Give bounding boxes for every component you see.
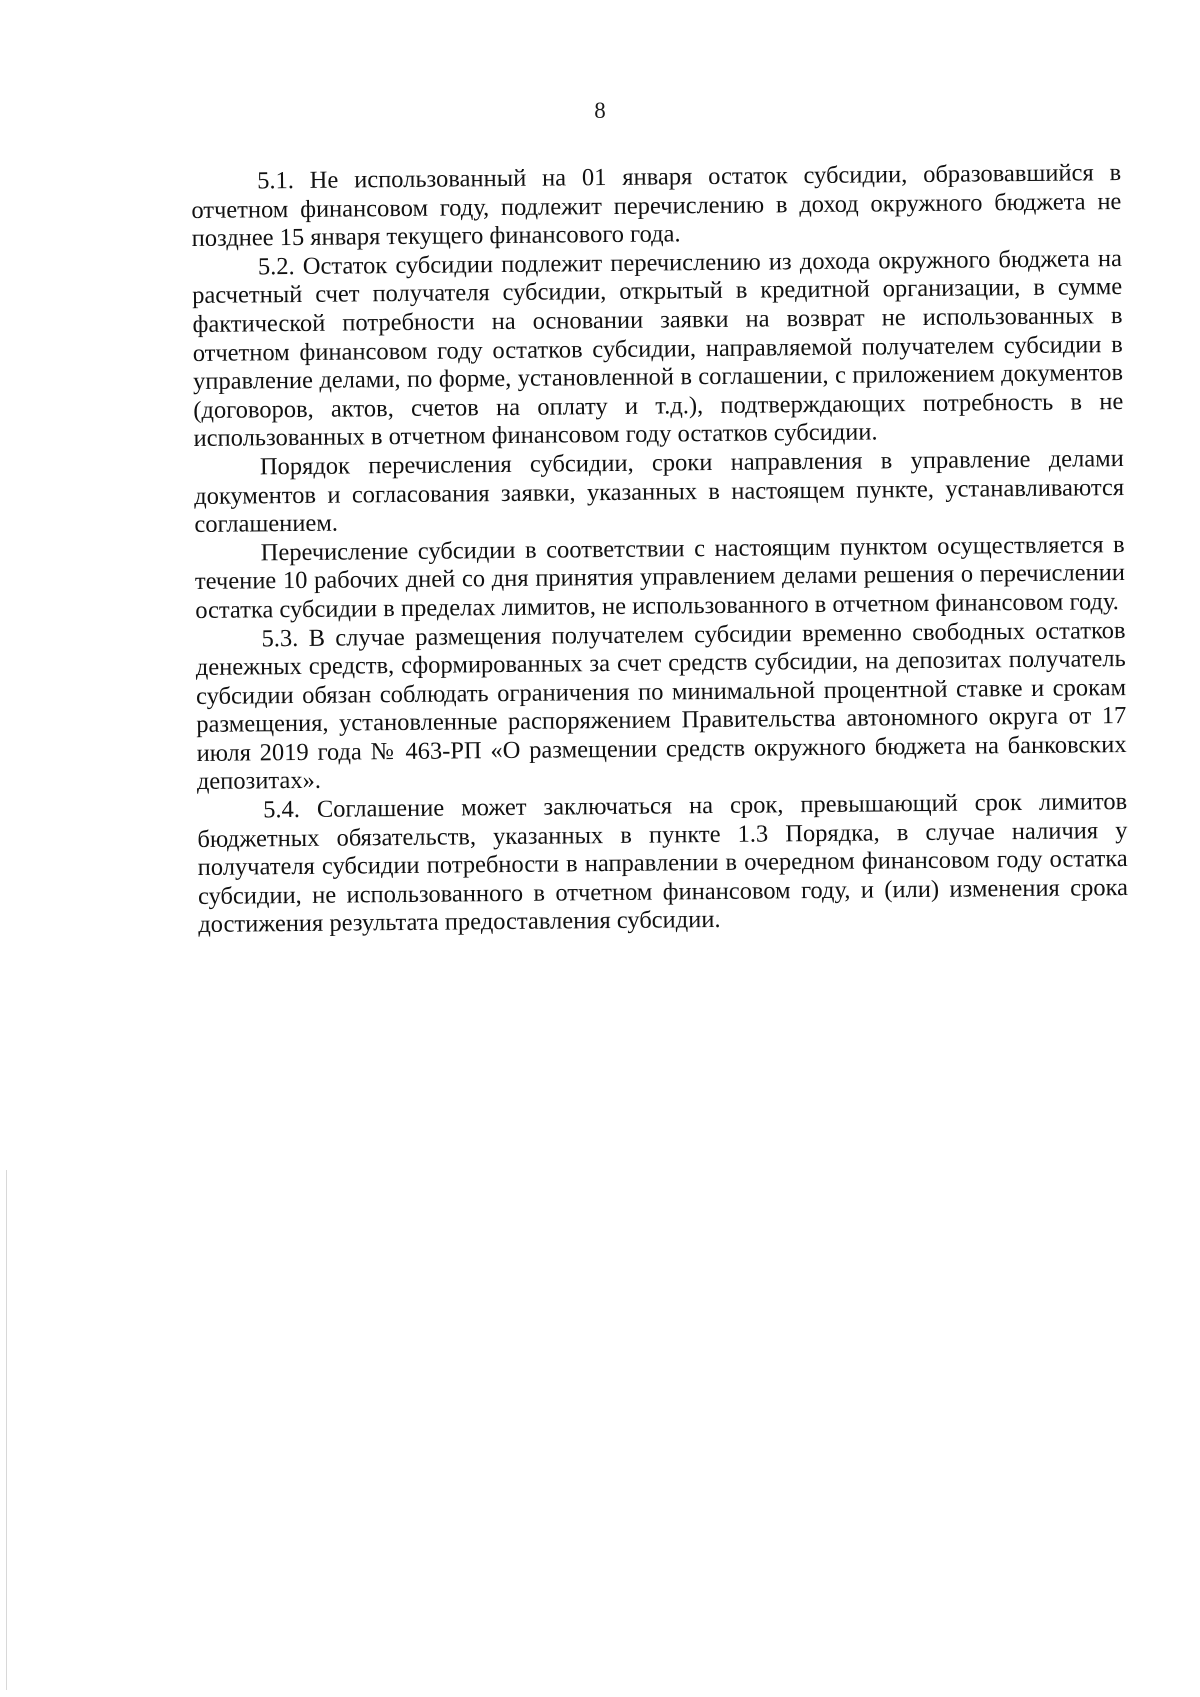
paragraph-5-2: 5.2. Остаток субсидии подлежит перечислению из дохода окружного бюджета на расчетный счет получателя субсидии, открытый в кредитной организации, в сумме фактической потребности на основании заявки на возврат не использованных в отчетном финансовом году остатков субсидии, направляемой получателем субсидии в управление делами, по форме, установленной в соглашении, с приложением документов (договоров, актов, счетов на оплату и т.д.), подтверждающих потребность в не использованных в отчетном финансовом году остатков субсидии. — [192, 244, 1124, 453]
paragraph-transfer-procedure: Порядок перечисления субсидии, сроки направления в управление делами документов и согласования заявки, указанных в настоящем пункте, устанавливаются соглашением. — [194, 444, 1125, 539]
page-number: 8 — [594, 98, 606, 123]
paragraph-5-4: 5.4. Соглашение может заключаться на срок, превышающий срок лимитов бюджетных обязательств, указанных в пункте 1.3 Порядка, в случае наличия у получателя субсидии потребности в направлении в очередном финансовом году остатка субсидии, не использованного в отчетном финансовом году, и (или) изменения срока достижения результата предоставления субсидии. — [197, 788, 1129, 939]
scan-edge-line — [6, 1170, 7, 1690]
paragraph-transfer-timing: Перечисление субсидии в соответствии с настоящим пунктом осуществляется в течение 10 рабочих дней со дня принятия управлением делами решения о перечислении остатка субсидии в пределах лимитов, не использованного в отчетном финансовом году. — [194, 530, 1126, 624]
document-body — [191, 159, 1128, 940]
paragraph-5-1: 5.1. Не использованный на 01 января остаток субсидии, образовавшийся в отчетном финансовом году, подлежит перечислению в доход окружного бюджета не позднее 15 января текущего финансового года. — [191, 159, 1122, 253]
paragraph-5-3: 5.3. В случае размещения получателем субсидии временно свободных остатков денежных средств, сформированных за счет средств субсидии, на депозитах получатель субсидии обязан соблюдать ограничения по минимальной процентной ставке и срокам размещения, установленные распоряжением Правительства автономного округа от 17 июля 2019 года № 463-РП «О размещении средств окружного бюджета на банковских депозитах». — [195, 616, 1127, 796]
